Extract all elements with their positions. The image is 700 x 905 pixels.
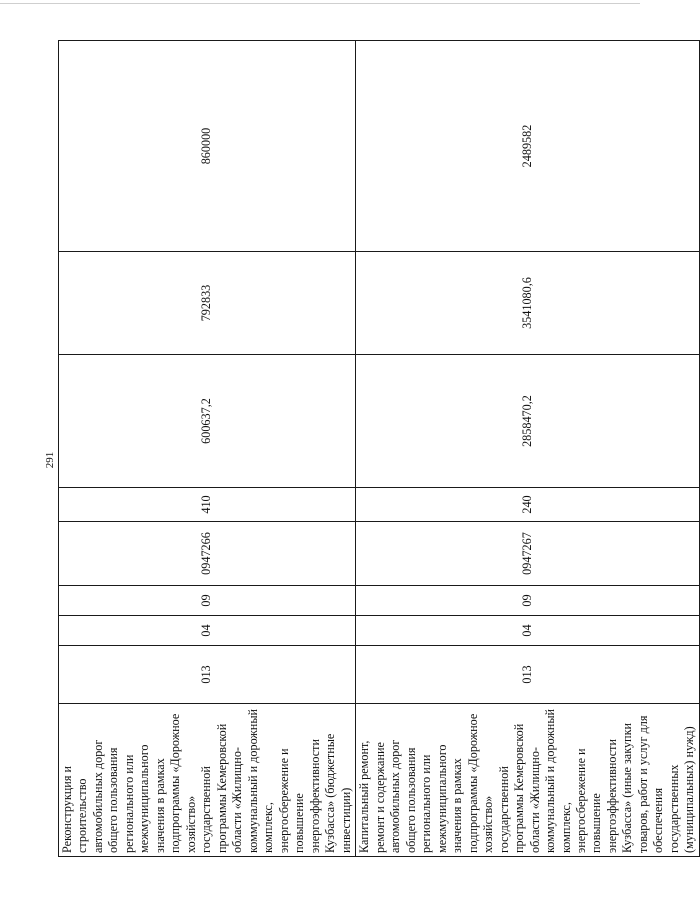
amount-cell: 792833 bbox=[59, 252, 356, 355]
expense-description: Капитальный ремонт, ремонт и содержание автомобильных дорог общего пользования регионального или межмуниципального значения в рамках подпрограммы «Дорожное хозяйство» государственной программы Кемеровской области «Жилищно-коммунальный и дорожный комплекс, энергосбережение и повышение энергоэффективности Кузбасса» (иные закупки товаров, работ и услуг для обеспечения государственных (муниципальных) нужд) bbox=[356, 704, 700, 857]
target-article-code: 0947266 bbox=[59, 522, 356, 586]
ministry-code: 013 bbox=[59, 646, 356, 704]
section-code: 04 bbox=[59, 616, 356, 646]
amount-cell: 600637,2 bbox=[59, 355, 356, 488]
ministry-code: 013 bbox=[356, 646, 700, 704]
budget-table bbox=[58, 40, 700, 857]
expense-type-code: 410 bbox=[59, 488, 356, 522]
page-number: 291 bbox=[44, 451, 56, 469]
expense-type-code: 240 bbox=[356, 488, 700, 522]
expense-description: Реконструкция и строительство автомобильных дорог общего пользования регионального или межмуниципального значения в рамках подпрограммы «Дорожное хозяйство» государственной программы Кемеровской области «Жилищно-коммунальный и дорожный комплекс, энергосбережение и повышение энергоэффективности Кузбасса» (бюджетные инвестиции) bbox=[59, 704, 356, 857]
subsection-code: 09 bbox=[59, 586, 356, 616]
budget-table-container bbox=[58, 41, 697, 857]
amount-cell: 3541080,6 bbox=[356, 252, 700, 355]
table-row bbox=[59, 41, 356, 857]
amount-cell: 2858470,2 bbox=[356, 355, 700, 488]
subsection-code: 09 bbox=[356, 586, 700, 616]
amount-cell: 2489582 bbox=[356, 41, 700, 252]
top-rule bbox=[0, 3, 640, 4]
target-article-code: 0947267 bbox=[356, 522, 700, 586]
table-row bbox=[356, 41, 700, 857]
section-code: 04 bbox=[356, 616, 700, 646]
amount-cell: 860000 bbox=[59, 41, 356, 252]
